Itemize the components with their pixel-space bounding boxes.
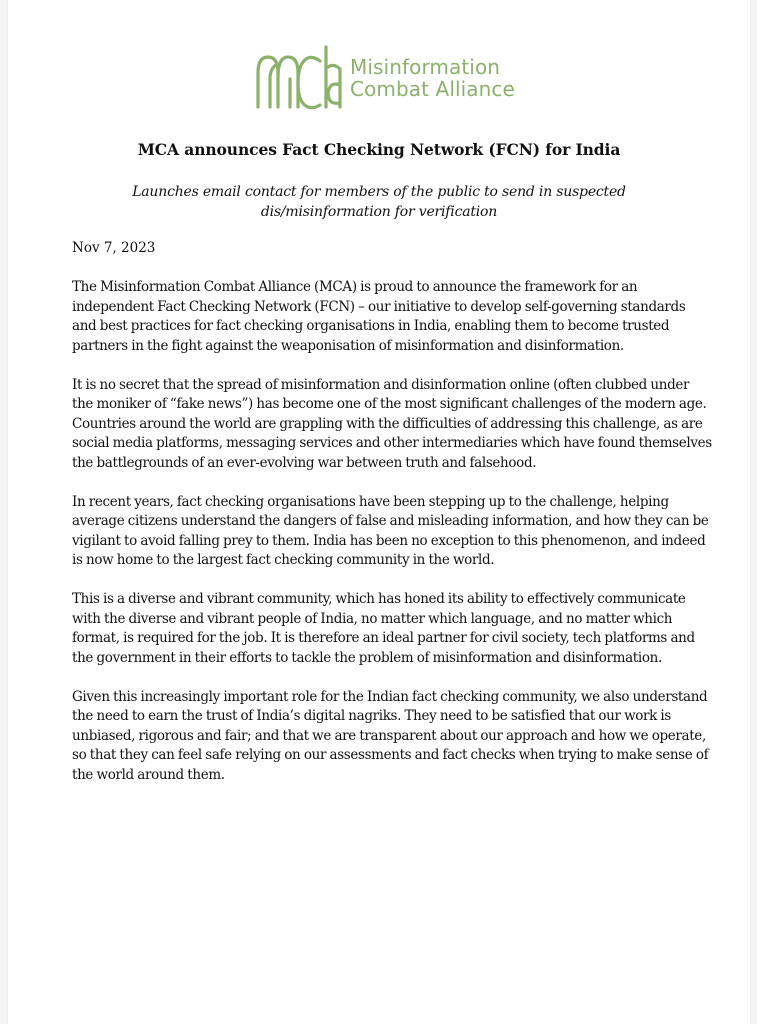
paragraph: This is a diverse and vibrant community, which has honed its ability to effectively communicate with the diverse and vibrant people of India, no matter which language, and no matter which format, is required for the job. It is therefore an ideal partner for civil society, tech platforms and the government in their efforts to tackle the problem of misinformation and disinformation. [72,591,695,666]
document-page [8,0,750,1024]
page-subtitle: Launches email contact for members of the public to send in suspected dis/misinformation for verification [132,184,626,220]
page-title: MCA announces Fact Checking Network (FCN) for India [137,140,621,159]
logo-line-2: Combat Alliance [350,77,515,101]
mca-logo-icon [254,43,346,113]
paragraph: The Misinformation Combat Alliance (MCA) is proud to announce the framework for an independent Fact Checking Network (FCN) – our initiative to develop self-governing standards and best practices for fact checking organisations in India, enabling them to become trusted partners in the fight against the weaponisation of misinformation and disinformation. [72,279,686,354]
publication-date: Nov 7, 2023 [72,240,156,256]
paragraph: In recent years, fact checking organisations have been stepping up to the challenge, helping average citizens understand the dangers of false and misleading information, and how they can be vigilant to avoid falling prey to them. India has been no exception to this phenomenon, and indeed is now home to the largest fact checking community in the world. [72,493,709,568]
mca-logo-wordmark [350,56,515,100]
article-body [72,278,712,805]
mca-logo [254,42,515,114]
paragraph: Given this increasingly important role for the Indian fact checking community, we also understand the need to earn the trust of India’s digital nagriks. They need to be satisfied that our work is unbiased, rigorous and fair; and that we are transparent about our approach and how we operate, so that they can feel safe relying on our assessments and fact checks when trying to make sense of the world around them. [72,688,709,783]
logo-line-1: Misinformation [350,55,501,79]
paragraph: It is no secret that the spread of misinformation and disinformation online (often clubbed under the moniker of “fake news”) has become one of the most significant challenges of the modern age. Countries around the world are grappling with the difficulties of addressing this challenge, as are social media platforms, messaging services and other intermediaries which have found themselves the battlegrounds of an ever-evolving war between truth and falsehood. [72,376,712,471]
